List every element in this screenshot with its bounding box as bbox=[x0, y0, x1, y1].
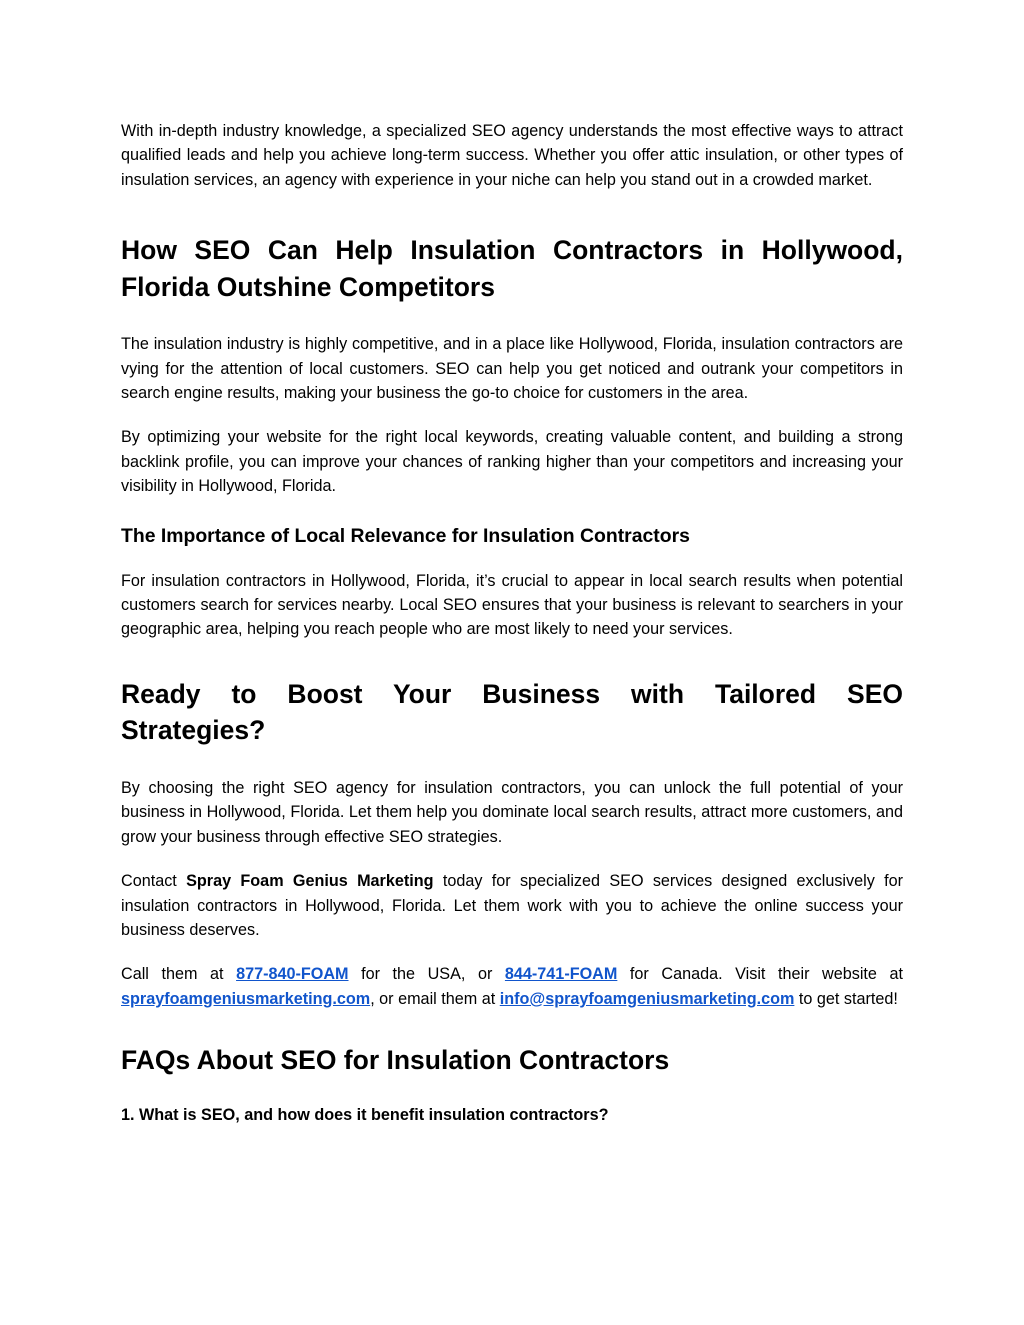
section-heading-outshine-competitors: How SEO Can Help Insulation Contractors in Hollywood, Florida Outshine Competitors bbox=[121, 235, 903, 302]
canada-phone-link[interactable]: 844-741-FOAM bbox=[504, 965, 618, 984]
intro-paragraph: With in-depth industry knowledge, a specialized SEO agency understands the most effective ways to attract qualified leads and help you achieve long-term success. Whether you offer attic insulation, or other types of insulation services, an agency with experience in your niche can help you stand out in a crowded market. bbox=[121, 122, 903, 189]
faq-question-1: 1. What is SEO, and how does it benefit insulation contractors? bbox=[121, 1105, 609, 1124]
usa-phone-link[interactable]: 877-840-FOAM bbox=[236, 965, 349, 984]
email-link[interactable]: info@sprayfoamgeniusmarketing.com bbox=[499, 989, 795, 1008]
call-text-2: for the USA, or bbox=[348, 965, 505, 984]
section-heading-local-relevance: The Importance of Local Relevance for Insulation Contractors bbox=[121, 524, 690, 547]
choosing-agency-paragraph: By choosing the right SEO agency for insulation contractors, you can unlock the full potential of your business in Hollywood, Florida. Let them help you dominate local search results, attract more customers, and grow your business through effective SEO strategies. bbox=[121, 778, 903, 846]
optimization-paragraph: By optimizing your website for the right local keywords, creating valuable content, and building a strong backlink profile, you can improve your chances of ranking higher than your competitors and increasing your visibility in Hollywood, Florida. bbox=[121, 428, 903, 496]
website-link[interactable]: sprayfoamgeniusmarketing.com bbox=[121, 989, 371, 1008]
document-page bbox=[121, 119, 903, 1127]
call-paragraph bbox=[121, 962, 903, 1011]
section-heading-faqs: FAQs About SEO for Insulation Contractors bbox=[121, 1045, 670, 1076]
company-name: Spray Foam Genius Marketing bbox=[186, 872, 434, 891]
section-heading-ready-to-boost bbox=[121, 676, 903, 749]
local-relevance-paragraph: For insulation contractors in Hollywood, Florida, it’s crucial to appear in local search results when potential customers search for services nearby. Local SEO ensures that your business is relevant to searchers in your geographic area, helping you reach people who are most likely to need your services. bbox=[121, 571, 903, 639]
contact-prefix: Contact bbox=[121, 872, 187, 891]
heading-line-2: Strategies? bbox=[121, 715, 266, 746]
call-text-1: Call them at bbox=[121, 965, 237, 984]
call-text-3: for Canada. Visit their website at bbox=[617, 965, 903, 984]
contact-paragraph bbox=[121, 869, 903, 942]
call-text-5: to get started! bbox=[794, 989, 898, 1008]
call-text-4: , or email them at bbox=[370, 989, 500, 1008]
heading-line-1: Ready to Boost Your Business with Tailored SEO bbox=[121, 678, 903, 709]
contact-suffix: today for specialized SEO services designed exclusively for insulation contractors in Hollywood, Florida. Let them work with you to achieve the online success your business deserves. bbox=[121, 872, 903, 939]
competition-paragraph: The insulation industry is highly competitive, and in a place like Hollywood, Florida, insulation contractors are vying for the attention of local customers. SEO can help you get noticed and outrank your competitors in search engine results, making your business the go-to choice for customers in the area. bbox=[121, 335, 903, 403]
